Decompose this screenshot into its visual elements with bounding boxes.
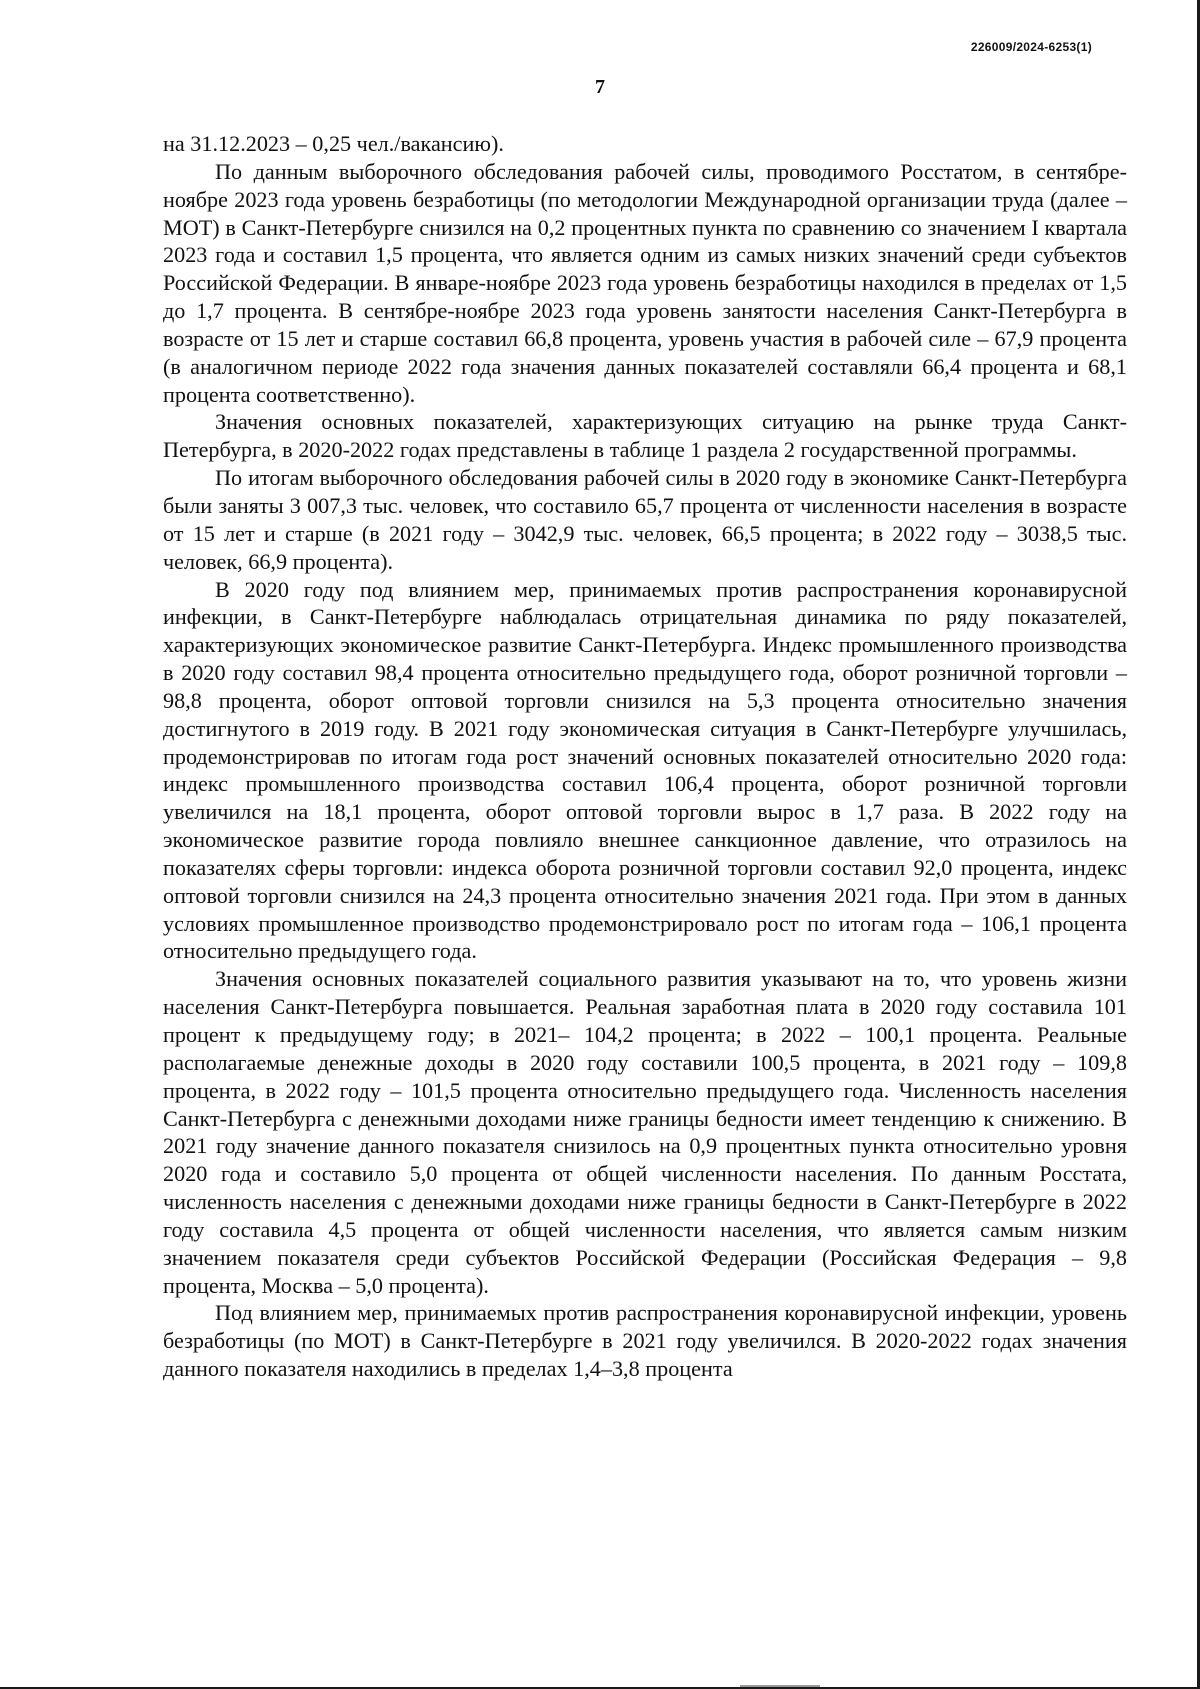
body-text — [163, 130, 1127, 1383]
paragraph-economic-dynamics: В 2020 году под влиянием мер, принимаемых против распространения коронавирусной инфекции, в Санкт-Петербурге наблюдалась отрицательная динамика по ряду показателей, характеризующих экономическое развитие Санкт-Петербурга. Индекс промышленного производства в 2020 году составил 98,4 процента относительно предыдущего года, оборот розничной торговли – 98,8 процента, оборот оптовой торговли снизился на 5,3 процента относительно значения достигнутого в 2019 году. В 2021 году экономическая ситуация в Санкт-Петербурге улучшилась, продемонстрировав по итогам года рост значений основных показателей относительно 2020 года: индекс промышленного производства составил 106,4 процента, оборот розничной торговли увеличился на 18,1 процента, оборот оптовой торговли вырос в 1,7 раза. В 2022 году на экономическое развитие города повлияло внешнее санкционное давление, что отразилось на показателях сферы торговли: индекса оборота розничной торговли составил 92,0 процента, индекс оптовой торговли снизился на 24,3 процента относительно значения 2021 года. При этом в данных условиях промышленное производство продемонстрировало рост по итогам года – 106,1 процента относительно предыдущего года. — [163, 576, 1127, 964]
paragraph-social-development: Значения основных показателей социального развития указывают на то, что уровень жизни населения Санкт-Петербурга повышается. Реальная заработная плата в 2020 году составила 101 процент к предыдущему году; в 2021– 104,2 процента; в 2022 – 100,1 процента. Реальные располагаемые денежные доходы в 2020 году составили 100,5 процента, в 2021 году – 109,8 процента, в 2022 году – 101,5 процента относительно предыдущего года. Численность населения Санкт-Петербурга с денежными доходами ниже границы бедности имеет тенденцию к снижению. В 2021 году значение данного показателя снизилось на 0,9 процентных пункта относительно уровня 2020 года и составило 5,0 процента от общей численности населения. По данным Росстата, численность населения с денежными доходами ниже границы бедности в Санкт-Петербурге в 2022 году составила 4,5 процента от общей численности населения, что является самым низким значением показателя среди субъектов Российской Федерации (Российская Федерация – 9,8 процента, Москва – 5,0 процента). — [163, 966, 1127, 1298]
scan-artifact — [740, 1685, 820, 1687]
page-number: 7 — [595, 76, 605, 98]
paragraph-employment-2020: По итогам выборочного обследования рабочей силы в 2020 году в экономике Санкт-Петербурга были заняты 3 007,3 тыс. человек, что составило 65,7 процента от численности населения в возрасте от 15 лет и старше (в 2021 году – 3042,9 тыс. человек, 66,5 процента; в 2022 году – 3038,5 тыс. человек, 66,9 процента). — [163, 465, 1127, 574]
document-id: 226009/2024-6253(1) — [970, 40, 1092, 54]
paragraph-labor-indicators-reference: Значения основных показателей, характеризующих ситуацию на рынке труда Санкт-Петербурга, в 2020-2022 годах представлены в таблице 1 раздела 2 государственной программы. — [163, 409, 1127, 463]
paragraph-unemployment-2023: По данным выборочного обследования рабочей силы, проводимого Росстатом, в сентябре-ноябре 2023 года уровень безработицы (по методологии Международной организации труда (далее – МОТ) в Санкт-Петербурге снизился на 0,2 процентных пункта по сравнению со значением I квартала 2023 года и составил 1,5 процента, что является одним из самых низких значений среди субъектов Российской Федерации. В январе-ноябре 2023 года уровень безработицы находился в пределах от 1,5 до 1,7 процента. В сентябре-ноябре 2023 года уровень занятости населения Санкт-Петербурга в возрасте от 15 лет и старше составил 66,8 процента, уровень участия в рабочей силе – 67,9 процента (в аналогичном периоде 2022 года значения данных показателей составляли 66,4 процента и 68,1 процента соответственно). — [163, 158, 1127, 407]
paragraph-unemployment-covid: Под влиянием мер, принимаемых против распространения коронавирусной инфекции, уровень безработицы (по МОТ) в Санкт-Петербурге в 2021 году увеличился. В 2020-2022 годах значения данного показателя находились в пределах 1,4–3,8 процента — [163, 1300, 1127, 1382]
paragraph-continuation: на 31.12.2023 – 0,25 чел./вакансию). — [163, 131, 504, 156]
